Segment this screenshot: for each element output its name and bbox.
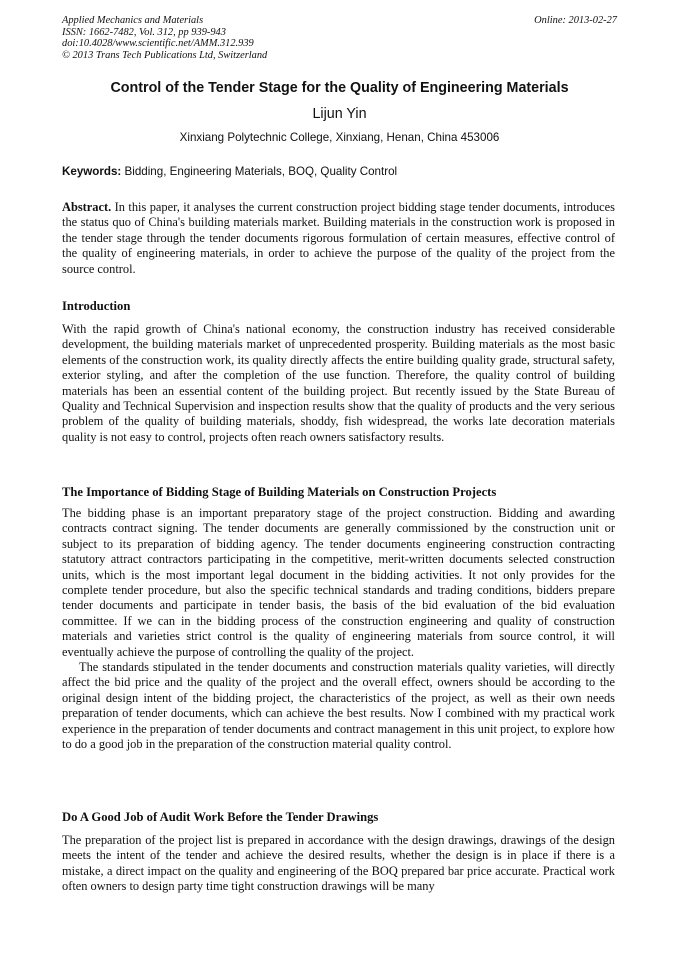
paragraph: The standards stipulated in the tender documents and construction materials quality varieties, will directly affect the bid price and the quality of the project and the overall effect, owners should be according to the original design intent of the bidding project, the characteristics of the project, as well as their own needs preparation of tender documents, which can achieve the best results. Now I combined with my practical work experience in the preparation of tender documents and contract management in this unit project, to explore how to do a good job in the preparation of the construction material quality control.: [62, 660, 615, 752]
section-heading-importance: The Importance of Bidding Stage of Building Materials on Construction Projects: [62, 485, 497, 499]
keywords-label: Keywords:: [62, 165, 122, 178]
author-name: Lijun Yin: [312, 106, 367, 122]
abstract-label: Abstract.: [62, 200, 112, 214]
section-body-audit: [62, 833, 615, 895]
online-date: Online: 2013-02-27: [534, 15, 617, 26]
paper-title: Control of the Tender Stage for the Quality of Engineering Materials: [110, 80, 569, 96]
section-heading-introduction: Introduction: [62, 299, 131, 313]
issn-line: ISSN: 1662-7482, Vol. 312, pp 939-943: [62, 26, 226, 38]
section-heading-audit: Do A Good Job of Audit Work Before the Tender Drawings: [62, 810, 379, 824]
keywords-text: Bidding, Engineering Materials, BOQ, Quality Control: [124, 165, 398, 178]
keywords: [62, 165, 617, 178]
doi-line: doi:10.4028/www.scientific.net/AMM.312.939: [62, 38, 254, 50]
abstract-text: In this paper, it analyses the current construction project bidding stage tender documents, introduces the status quo of China's building materials market. Building materials in the construction work is proposed in the tender stage through the tender documents rigorous formulation of certain measures, effective control of the quality of engineering materials, in order to achieve the purpose of the quality of the project from the source control.: [62, 200, 615, 276]
journal-header: [62, 15, 617, 61]
paragraph: With the rapid growth of China's national economy, the construction industry has received considerable development, the building materials market of unprecedented prosperity. Building materials as the most basic elements of the construction work, its quality directly affects the entire building quality grade, structural safety, exterior styling, and after the completion of the use function. Therefore, the quality control of building materials has been an essential content of the building project. But recently issued by the State Bureau of Quality and Technical Supervision and inspection results show that the quality of products and the very serious problem of the quality of building materials, shoddy, fish widespread, the works late decoration materials quality is not easy to control, projects often reach owners satisfactory results.: [62, 322, 615, 444]
paragraph: The bidding phase is an important preparatory stage of the project construction. Bidding and awarding contracts contract signing. The tender documents are generally commissioned by the construction unit or subject to its preparation of bidding agency. The tender documents engineering construction contracting statutory attract contractors participating in the competitive, merit-written documents selected construction units, which is the most important legal document in the bidding activities. It not only provides for the complete tender procedure, but also the specific technical standards and trading conditions, bidders prepare tender documents and participate in tender basis, the basis of the bid evaluation of the bid evaluation committee. If we can in the bidding process of the construction engineering and quality of construction materials and varieties strict control is the quality of engineering materials from source control, it will eventually achieve the purpose of controlling the quality of the project.: [62, 506, 615, 659]
section-body-importance: [62, 506, 615, 753]
journal-name: Applied Mechanics and Materials: [62, 15, 204, 26]
copyright-line: © 2013 Trans Tech Publications Ltd, Switzerland: [62, 49, 268, 61]
section-body-introduction: [62, 322, 615, 445]
paragraph: The preparation of the project list is prepared in accordance with the design drawings, drawings of the design meets the intent of the tender and achieve the desired results, whether the design is in place if there is a mistake, a direct impact on the quality and engineering of the BOQ prepared bar price accurate. Practical work often owners to design party time tight construction drawings will be many: [62, 833, 615, 894]
affiliation: Xinxiang Polytechnic College, Xinxiang, Henan, China 453006: [179, 131, 500, 144]
abstract: [62, 200, 615, 277]
